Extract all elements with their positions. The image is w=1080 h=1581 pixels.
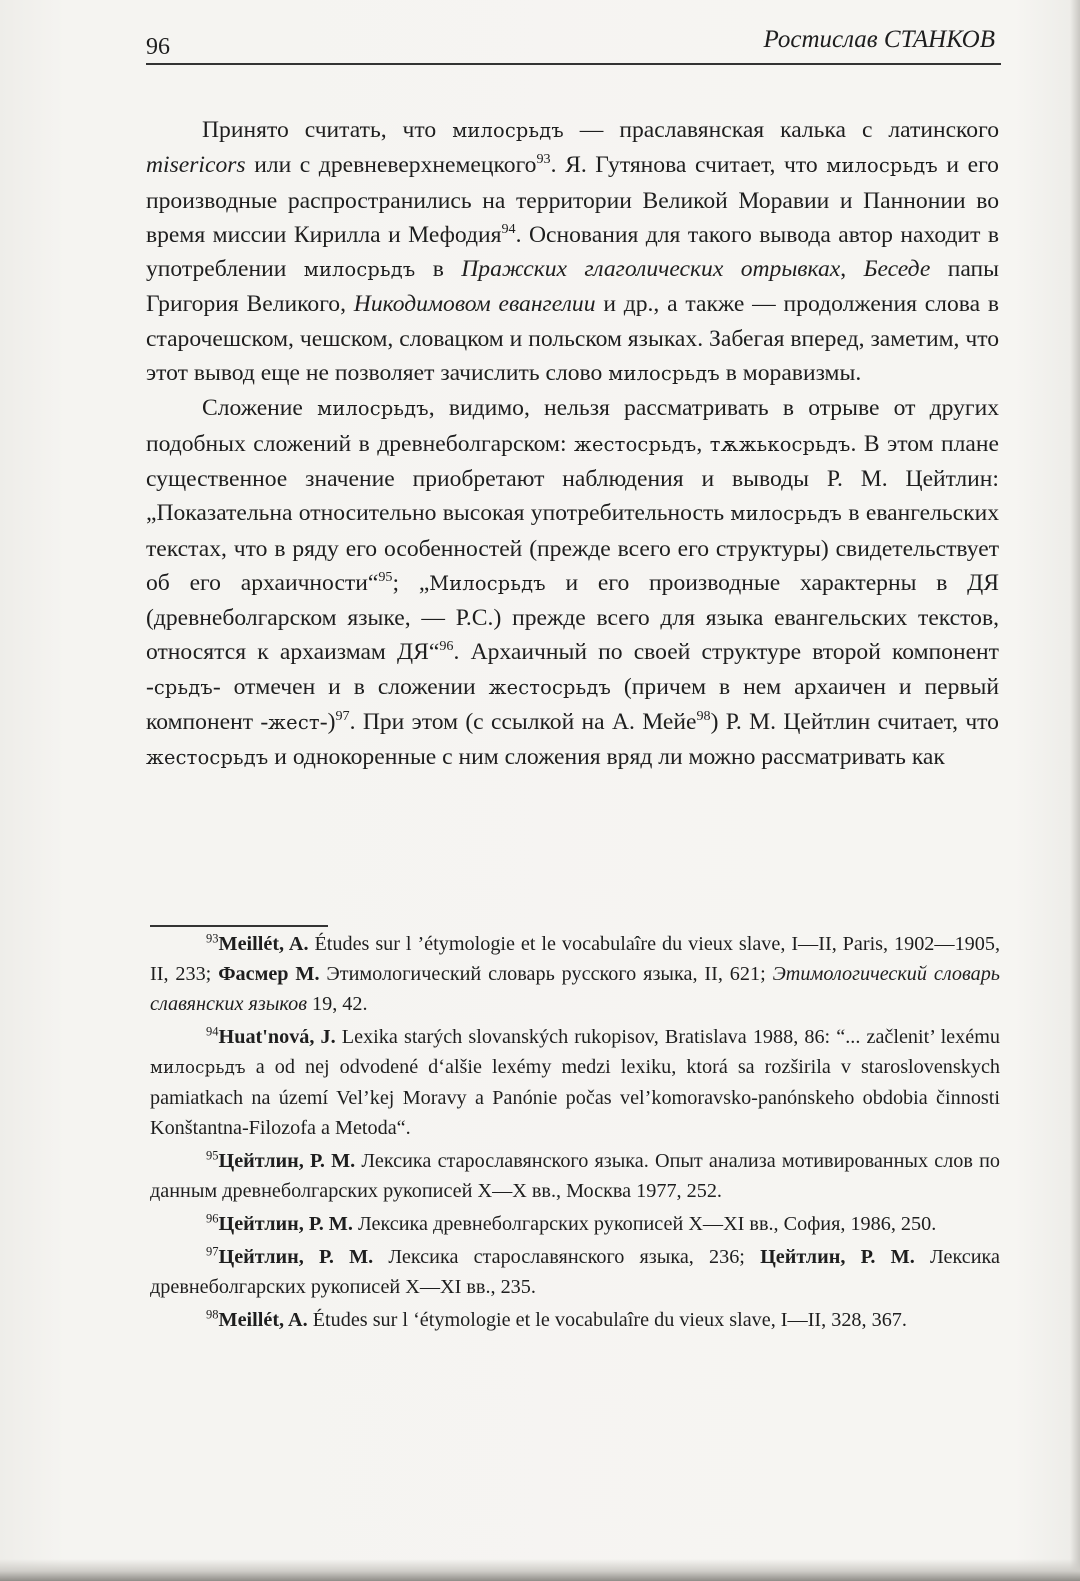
old-slavonic-word: милосрьдъ	[730, 502, 843, 526]
footnote-ref-98: 98	[696, 707, 711, 724]
paragraph-1: Принято считать, что милосрьдъ — праславянская калька с латинского misericors или с древневерхнемецкого$^{93}$. Я. Гутянова считает, что милосрьдъ и его производные распространились на территории Великой Моравии и Паннонии во время миссии Кирилла и Мефодия$^{94}$. Основания для такого вывода автор находит в употреблении милосрьдъ в Пражских глаголических отрывках, Беседе папы Григория Великого, Никодимовом евангелии и др., а также — продолжения слова в старочешском, чешском, словацком и польском языках. Забегая вперед, заметим, что этот вывод еще не позволяет зачислить слово милосрьдъ в моравизмы.	[146, 117, 1000, 387]
old-slavonic-word: жест	[268, 711, 320, 735]
footnote-author: Цейтлин, Р. М.	[218, 1213, 353, 1235]
page-bottom-shadow	[0, 1559, 1080, 1581]
footnote-ref-93: 93	[536, 151, 551, 168]
footnote-author: Цейтлин, Р. М.	[218, 1246, 374, 1268]
footnote-author: Huat'nová, J.	[218, 1026, 336, 1048]
old-slavonic-word: Милосрьдъ	[429, 571, 546, 595]
footnote-separator	[150, 925, 328, 927]
page-number: 96	[146, 34, 170, 60]
footnote-author: Цейтлин, Р. М.	[760, 1246, 915, 1268]
footnote-author: Цейтлин, Р. М.	[218, 1150, 356, 1172]
footnote-97: $^{97}$Цейтлин, Р. М. Лексика старославянского языка, 236; Цейтлин, Р. М. Лексика древнеболгарских рукописей X—XI вв., 235.	[150, 1244, 1000, 1298]
page-header	[146, 26, 1001, 66]
old-slavonic-word: милосрьдъ	[608, 362, 720, 386]
old-slavonic-word: срьдъ	[153, 675, 213, 699]
old-slavonic-word: жестосрьдъ	[146, 746, 269, 770]
old-slavonic-word: милосрьдъ	[303, 258, 416, 282]
old-slavonic-word: тѫжькосрьдъ	[709, 432, 851, 456]
old-slavonic-word: милосрьдъ	[317, 397, 429, 421]
footnote-author: Meillét, A.	[218, 1309, 308, 1331]
footnote-ref-96: 96	[439, 638, 454, 655]
italic-term: misericors	[146, 152, 246, 179]
old-slavonic-word: жестосрьдъ	[574, 432, 697, 456]
footnote-number: 96	[206, 1211, 219, 1226]
italic-title: Пражских глаголических отрывках	[461, 256, 841, 283]
header-rule	[146, 63, 1001, 65]
old-slavonic-word: милосрьдъ	[150, 1058, 246, 1077]
main-text	[146, 113, 999, 776]
footnote-95: $^{95}$Цейтлин, Р. М. Лексика старославянского языка. Опыт анализа мотивированных слов по данным древнеболгарских рукописей X—X вв., Москва 1977, 252.	[150, 1148, 1000, 1202]
footnote-94: $^{94}$Huat'nová, J. Lexika starých slovanských rukopisov, Bratislava 1988, 86: “... začlenit’ lexému милосрьдъ a od nej odvodené d‘alšie lexémy medzi lexiku, ktorá sa rozširila v staroslovenskych pamiatkach na území Vel’kej Moravy a Panónie počas vel’komoravsko-panónskeho obdobia činnosti Konštantna-Filozofa a Metoda“.	[150, 1024, 1000, 1139]
footnote-number: 94	[206, 1024, 219, 1039]
old-slavonic-word: жестосрьдъ	[488, 675, 611, 699]
footnote-ref-97: 97	[335, 707, 350, 724]
footnote-number: 98	[206, 1307, 219, 1322]
footnote-number: 97	[206, 1244, 219, 1259]
italic-title: Беседе	[863, 256, 931, 283]
footnote-number: 93	[206, 931, 219, 946]
footnote-number: 95	[206, 1148, 219, 1163]
footnotes	[150, 929, 1000, 1338]
running-head: Ростислав СТАНКОВ	[763, 26, 995, 53]
footnote-title: Этимологический словарь славянских языков	[150, 963, 1000, 1015]
footnote-93: $^{93}$Meillét, A. Études sur l ’étymologie et le vocabulaîre du vieux slave, I—II, Paris, 1902—1905, II, 233; Фасмер М. Этимологический словарь русского языка, II, 621; Этимологический словарь славянских языков 19, 42.	[150, 931, 1000, 1015]
footnote-98: $^{98}$Meillét, A. Études sur l ‘étymologie et le vocabulaîre du vieux slave, I—II, 328, 367.	[206, 1307, 907, 1331]
page-edge-shadow	[1070, 0, 1080, 1581]
old-slavonic-word: милосрьдъ	[826, 154, 938, 178]
footnote-ref-95: 95	[378, 568, 393, 585]
footnote-author: Meillét, A.	[218, 933, 309, 955]
old-slavonic-word: милосрьдъ	[452, 119, 564, 142]
italic-title: Никодимовом евангелии	[353, 291, 596, 318]
footnote-author: Фасмер М.	[218, 963, 320, 985]
paragraph-2: Сложение милосрьдъ, видимо, нельзя рассматривать в отрыве от других подобных сложений в древнеболгарском: жестосрьдъ, тѫжькосрьдъ. В этом плане существенное значение приобретают наблюдения и выводы Р. М. Цейтлин: „Показательна относительно высокая употребительность милосрьдъ в евангельских текстах, что в ряду его особенностей (прежде всего его структуры) свидетельствует об его архаичности“$^{95}$; „Милосрьдъ и его производные характерны в ДЯ (древнеболгарском языке, — Р.С.) прежде всего для языка евангельских текстов, относятся к архаизмам ДЯ“$^{96}$. Архаичный по своей структуре второй компонент -срьдъ- отмечен и в сложении жестосрьдъ (причем в нем архаичен и первый компонент -жест-)$^{97}$. При этом (с ссылкой на А. Мейе$^{98}$) Р. М. Цейтлин считает, что жестосрьдъ и однокоренные с ним сложения вряд ли можно рассматривать как	[146, 395, 999, 771]
footnote-96: $^{96}$Цейтлин, Р. М. Лексика древнеболгарских рукописей X—XI вв., София, 1986, 250.	[206, 1211, 937, 1235]
footnote-ref-94: 94	[501, 220, 516, 237]
